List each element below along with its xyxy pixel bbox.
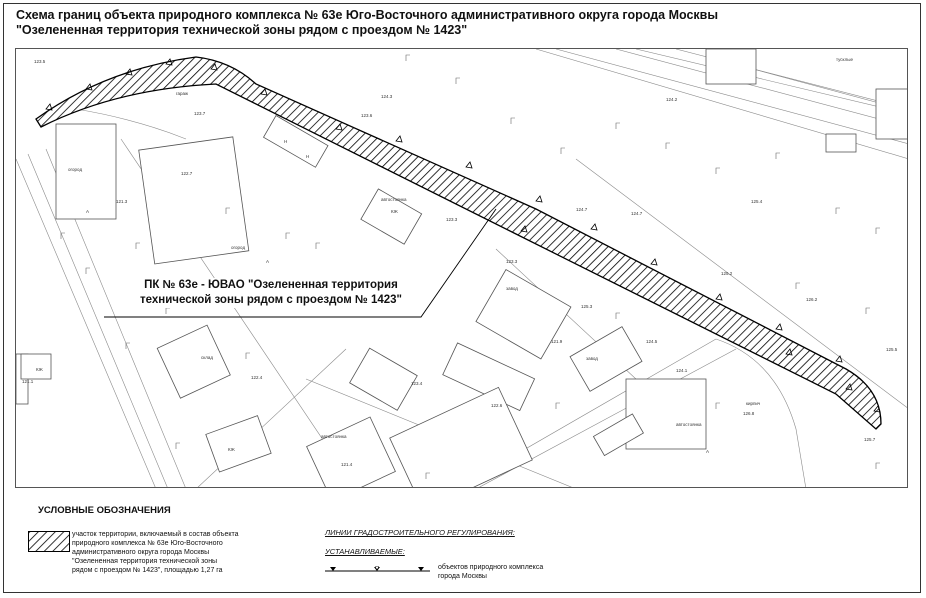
map-label-8: 124.7 (576, 207, 588, 212)
map-label-16: 124.5 (646, 339, 658, 344)
map-canvas (16, 49, 908, 488)
map-label-7: 123.6 (361, 113, 373, 118)
map-label-9: 125.4 (751, 199, 763, 204)
map-label-44: А (266, 259, 270, 264)
legend-hatch-swatch (28, 531, 70, 552)
regulation-desc-line-1: объектов природного комплекса (438, 564, 544, 571)
map-label-24: 122.6 (491, 403, 503, 408)
map-label-13: 123.3 (506, 259, 518, 264)
map-label-43: А (86, 209, 90, 214)
map-label-32: завод (586, 356, 598, 361)
map-label-15: 125.3 (581, 304, 593, 309)
area-label-line-1: ПК № 63е - ЮВАО "Озелененная территория (136, 278, 406, 293)
map-label-3: 124.2 (666, 97, 678, 102)
map-label-5: 122.7 (181, 171, 193, 176)
map-area[interactable] (15, 48, 908, 488)
map-label-31: завод (506, 286, 518, 291)
regulation-line-symbol (325, 566, 430, 576)
map-label-23: 124.1 (676, 368, 688, 373)
legend-item-line-2: природного комплекса № 63е Юго-Восточного (72, 540, 223, 547)
legend-item-line-3: административного округа города Москвы (72, 549, 210, 556)
title-line-1: Схема границ объекта природного комплекса № 63е Юго-Восточного административного округа города Москвы (16, 8, 719, 22)
legend-item-line-5: рядом с проездом № 1423", площадью 1,27 га (72, 567, 223, 574)
map-label-26: 121.1 (22, 379, 34, 384)
map-label-33: огород (68, 167, 83, 172)
map-label-39: КЖ (228, 447, 235, 452)
map-label-10: 126.2 (806, 297, 818, 302)
map-label-17: 126.8 (743, 411, 755, 416)
regulation-subtitle: УСТАНАВЛИВАЕМЫЕ: (325, 547, 405, 556)
map-label-35: склад (201, 355, 214, 360)
map-label-25: 124.7 (631, 211, 643, 216)
map-label-38: КЖ (36, 367, 43, 372)
map-label-27: гараж (176, 91, 189, 96)
map-label-11: 125.5 (886, 347, 898, 352)
map-label-12: 125.2 (721, 271, 733, 276)
map-label-41: Н (284, 139, 288, 144)
legend-title: УСЛОВНЫЕ ОБОЗНАЧЕНИЯ (38, 505, 171, 516)
legend-item-line-1: участок территории, включаемый в состав объекта (72, 531, 239, 538)
map-label-18: 125.7 (864, 437, 876, 442)
map-label-36: кирпич (746, 401, 761, 406)
map-label-19: 122.4 (251, 375, 263, 380)
regulation-title: ЛИНИИ ГРАДОСТРОИТЕЛЬНОГО РЕГУЛИРОВАНИЯ: (325, 528, 515, 537)
map-label-21: 121.4 (341, 462, 353, 467)
map-label-40: КЖ (391, 209, 398, 214)
area-label-line-2: технической зоны рядом с проездом № 1423" (136, 293, 406, 308)
title-line-2: "Озелененная территория технической зоны рядом с проездом № 1423" (16, 23, 468, 37)
map-label-29: автостоянка (321, 434, 347, 439)
map-label-6: 121.3 (116, 199, 128, 204)
map-label-1: 123.5 (34, 59, 46, 64)
regulation-desc-line-2: города Москвы (438, 573, 487, 580)
buildings (16, 49, 908, 488)
map-label-20: 123.4 (411, 381, 423, 386)
map-label-22: 123.3 (446, 217, 458, 222)
map-label-14: 121.9 (551, 339, 563, 344)
map-label-4: 123.7 (194, 111, 206, 116)
map-label-30: автостоянка (676, 422, 702, 427)
map-label-34: огород (231, 245, 246, 250)
map-label-2: 124.3 (381, 94, 393, 99)
map-label-37: тусклые (836, 57, 853, 62)
map-label-28: автостоянка (381, 197, 407, 202)
map-label-42: Н (306, 154, 310, 159)
map-label-45: А (706, 449, 710, 454)
legend-item-line-4: "Озелененная территория технической зоны (72, 558, 218, 565)
